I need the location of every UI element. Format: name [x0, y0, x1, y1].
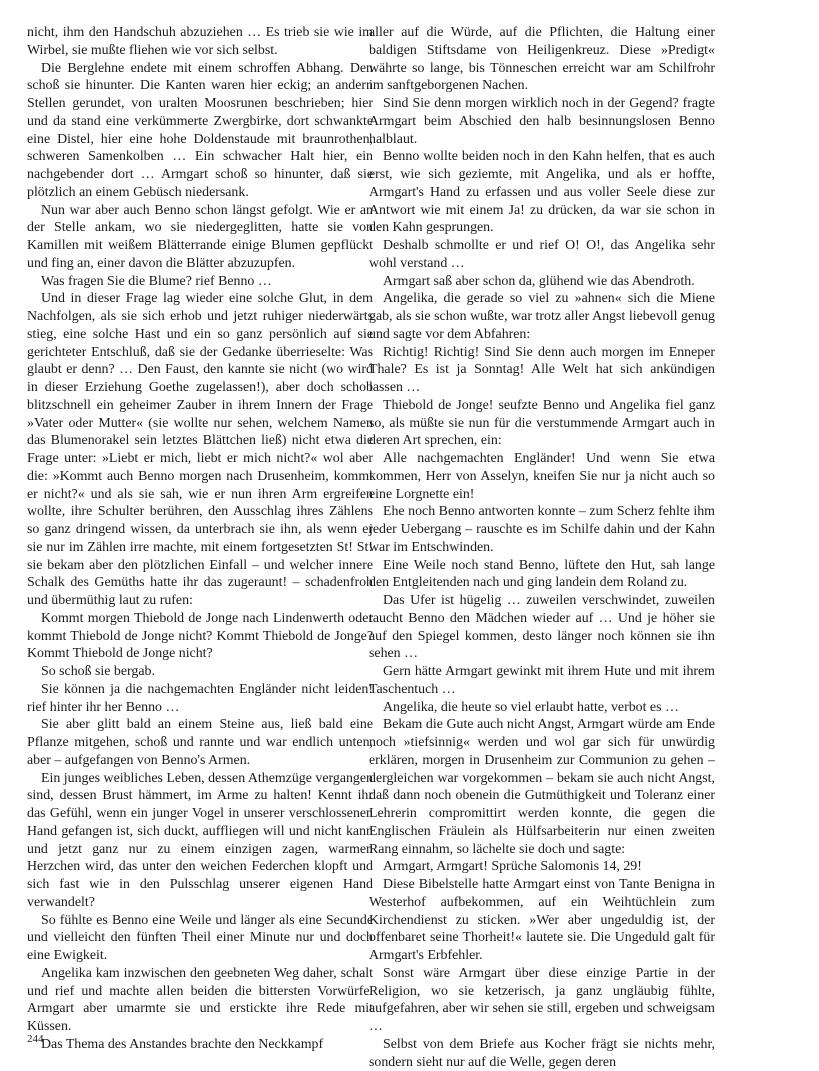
paragraph: Das Ufer ist hügelig … zuweilen verschwindet, zuweilen taucht Benno den Mädchen wieder auf … Und je höher sie auf den Spiegel kommen, desto länger noch können sie ihn sehen …	[369, 593, 715, 662]
paragraph: nicht, ihm den Handschuh abzuziehen … Es trieb sie wie im Wirbel, sie mußte fliehen wie vor sich selbst.	[27, 25, 373, 58]
paragraph: Angelika, die heute so viel erlaubt hatte, verbot es …	[383, 699, 679, 715]
paragraph: Armgart saß aber schon da, glühend wie das Abendroth.	[383, 273, 695, 289]
paragraph: Sind Sie denn morgen wirklich noch in der Gegend? fragte Armgart beim Abschied den halb besinnungslosen Benno halblaut.	[369, 96, 715, 147]
paragraph: Benno wollte beiden noch in den Kahn helfen, that es auch erst, wie sich geziemte, mit Angelika, und als er hoffte, Armgart's Hand zu erfassen und aus voller Seele diese zur Antwort wie mit einem Ja! zu drücken, da war sie schon in den Kahn gesprungen.	[369, 149, 715, 236]
paragraph: Thiebold de Jonge! seufzte Benno und Angelika fiel ganz so, als müßte sie nun für die verstummende Armgart auch in deren Art sprechen, ein:	[369, 397, 715, 449]
page-number: 244	[27, 1033, 44, 1045]
paragraph: Diese Bibelstelle hatte Armgart einst von Tante Benigna in Westerhof aufbekommen, auf ein Weihtüchlein zum Kirchendienst zu sticken. »Wer aber ungeduldig ist, der offenbaret seine Thorheit!« lautete sie. Die Ungeduld galt für Armgart's Erbfehler.	[369, 877, 715, 963]
paragraph: Sie aber glitt bald an einem Steine aus, ließ bald eine Pflanze mitgehen, schoß und rannte und war endlich unten, aber – aufgefangen von Benno's Armen.	[27, 717, 373, 768]
paragraph: Ehe noch Benno antworten konnte – zum Scherz fehlte ihm jeder Uebergang – rauschte es im Schilfe dahin und der Kahn war im Entschwinden.	[369, 504, 715, 555]
paragraph: Die Berglehne endete mit einem schroffen Abhang. Den schoß sie hinunter. Die Kanten waren hier eckig; an andern Stellen gerundet, von uralten Moosrunen beschrieben; hier und da stand eine verkümmerte Zwergbirke, dort schwankte eine Distel, hier eine hohe Doldenstaude mit braunrothen, schweren Samenkolben … Ein schwacher Halt hier, ein nachgebender dort … Armgart schoß so hinunter, daß sie plötzlich an einem Gebüsch niedersank.	[27, 60, 373, 200]
left-column	[27, 24, 373, 1054]
paragraph: Deshalb schmollte er und rief O! O!, das Angelika sehr wohl verstand …	[369, 238, 715, 271]
paragraph: Alle nachgemachten Engländer! Und wenn Sie etwa kommen, Herr von Asselyn, kneifen Sie nur ja nicht auch so eine Lorgnette ein!	[369, 451, 715, 502]
paragraph: aller auf die Würde, auf die Pflichten, die Haltung einer baldigen Stiftsdame von Heiligenkreuz. Diese »Predigt« währte so lange, bis Tönneschen erreicht war am Schilfrohr im sanftgeborgenen Nachen.	[369, 25, 715, 94]
paragraph: Sie können ja die nachgemachten Engländer nicht leiden! rief hinter ihr her Benno …	[27, 681, 373, 715]
paragraph: Angelika, die gerade so viel zu »ahnen« sich die Miene gab, als sie schon wußte, war trotz aller Angst liebevoll genug und sagte vor dem Abfahren:	[369, 291, 715, 342]
paragraph: Das Thema des Anstandes brachte den Neckkampf	[41, 1036, 324, 1052]
paragraph: Angelika kam inzwischen den geebneten Weg daher, schalt und rief und machte allen beiden die bittersten Vorwürfe. Armgart aber umarmte sie und erstickte ihre Rede mit Küssen.	[27, 965, 373, 1034]
paragraph: Richtig! Richtig! Sind Sie denn auch morgen im Enneper Thale? Es ist ja Sonntag! Alle Welt hat sich ankündigen lassen …	[369, 344, 715, 395]
paragraph: Und in dieser Frage lag wieder eine solche Glut, in dem Nachfolgen, als sie sich erhob und jetzt ruhiger niederwärts stieg, eine solche Hast und ein so ganz persönlich auf sie gerichteter Entschluß, daß sie der Gedanke überrieselte: Was glaubt er denn? … Den Faust, den kannte sie nicht (wo wird in dieser Erziehung Goethe zugelassen!), aber doch schob blitzschnell ein geheimer Zauber in ihrem Innern der Frage »Vater oder Mutter« (sie wollte nur sehen, welchem Namen das Blumenorakel sein letztes Blättchen ließ) nicht etwa die Frage unter: »Liebt er mich, liebt er mich nicht?« wol aber die: »Kommt auch Benno morgen nach Drusenheim, kommt er nicht?« und als sie sah, wie er nun ihren Arm ergreifen wollte, ihre Schulter berühren, den Ausschlag ihres Zählens so ganz dringend wissen, da unterbrach sie ihn, als wenn er sie nur im Zählen irre machte, mit einem fortgesetzten St! St! sie bekam aber den plötzlichen Einfall – und welcher innere Schalk des Gemüths hatte ihr das zugeraunt! – schadenfroh und übermüthig laut zu rufen:	[27, 291, 373, 608]
paragraph: So schoß sie bergab.	[41, 664, 155, 679]
paragraph: Kommt morgen Thiebold de Jonge nach Lindenwerth oder kommt Thiebold de Jonge nicht? Kommt Thiebold de Jonge? Kommt Thiebold de Jonge nicht?	[27, 610, 373, 662]
paragraph: Bekam die Gute auch nicht Angst, Armgart würde am Ende noch »tiefsinnig« werden und wol gar sich für unwürdig erklären, morgen in Drusenheim zur Communion zu gehen – dergleichen war vorgekommen – bekam sie auch nicht Angst, daß dann noch obenein die Gutmüthigkeit und Toleranz einer Lehrerin compromittirt werden konnte, die gegen die Englischen Fräulein als Hülfsarbeiterin nur einen zweiten Rang einnahm, so lächelte sie doch und sagte:	[369, 717, 715, 857]
paragraph: Armgart, Armgart! Sprüche Salomonis 14, 29!	[383, 859, 642, 875]
paragraph: Nun war aber auch Benno schon längst gefolgt. Wie er an der Stelle ankam, wo sie niedergeglitten, hatte sie von Kamillen mit weißem Blätterrande einige Blumen gepflückt und fing an, einer davon die Blätter abzuzupfen.	[27, 202, 373, 271]
paragraph: Gern hätte Armgart gewinkt mit ihrem Hute und mit ihrem Taschentuch …	[369, 664, 715, 697]
right-column	[369, 24, 715, 1071]
paragraph: So fühlte es Benno eine Weile und länger als eine Secunde und vielleicht den fünften Theil einer Minute nur und doch eine Ewigkeit.	[27, 912, 373, 963]
paragraph: Was fragen Sie die Blume? rief Benno …	[41, 273, 272, 289]
paragraph: Ein junges weibliches Leben, dessen Athemzüge vergangen sind, dessen Brust hämmert, im Arme zu halten! Kennt ihr das Gefühl, wenn ein junger Vogel in unserer verschlossenen Hand gefangen ist, sich duckt, auffliegen will und nicht kann und jetzt ganz nur zu einem einzigen zagen, warmen Herzchen wird, das unter den weichen Federchen klopft und sich fast wie in den Pulsschlag unserer eigenen Hand verwandelt?	[27, 770, 373, 910]
paragraph: Selbst von dem Briefe aus Kocher frägt sie nichts mehr, sondern sieht nur auf die Welle, gegen deren	[369, 1036, 715, 1070]
paragraph: Eine Weile noch stand Benno, lüftete den Hut, sah lange den Entgleitenden nach und ging landein dem Roland zu.	[369, 557, 715, 591]
paragraph: Sonst wäre Armgart über diese einzige Partie in der Religion, wo sie ketzerisch, ja ganz ungläubig fühlte, aufgefahren, aber wir sehen sie still, ergeben und schweigsam …	[369, 965, 715, 1034]
